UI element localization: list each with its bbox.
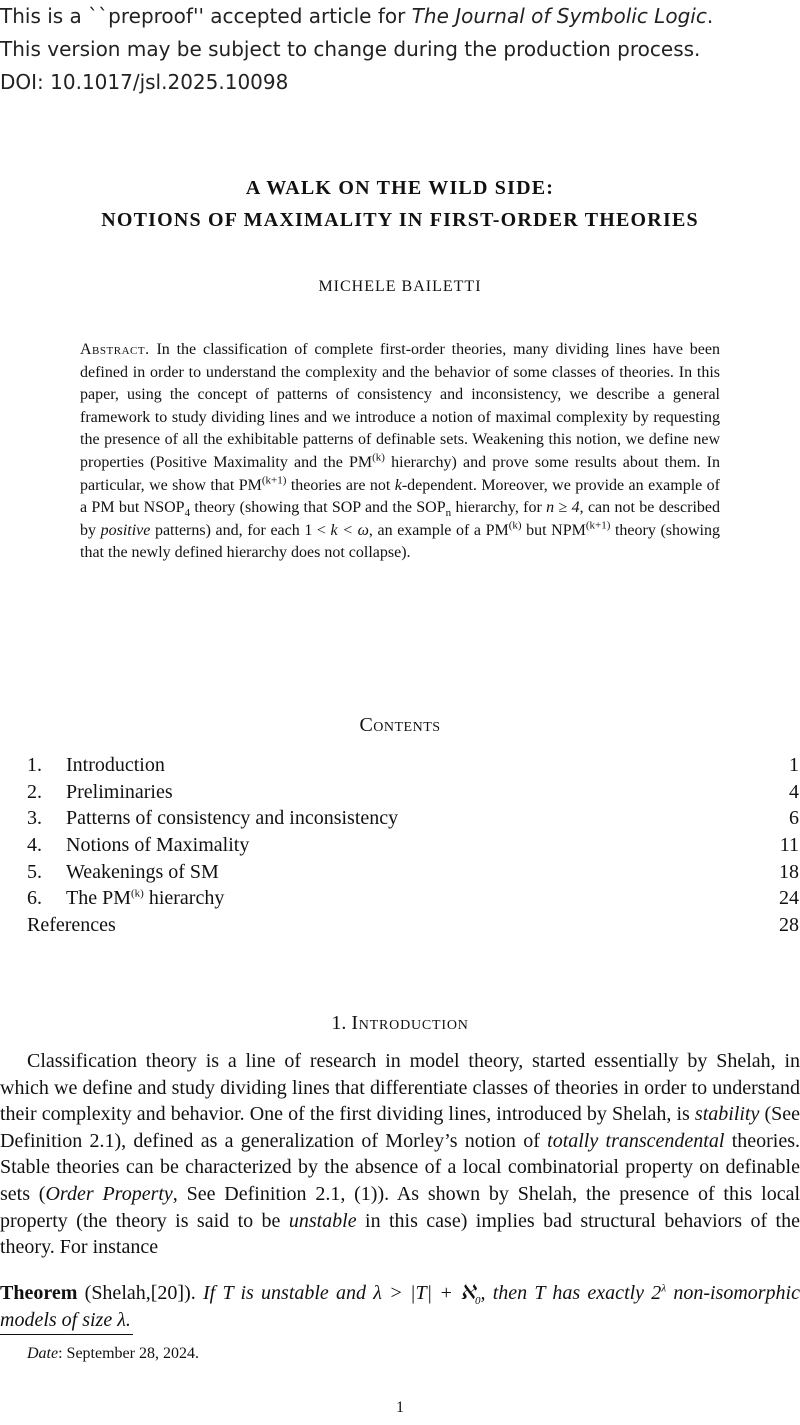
section-heading: 1. Introduction — [331, 1012, 469, 1034]
author-name: MICHELE BAILETTI — [318, 278, 482, 295]
toc-item-references[interactable]: References 28 — [27, 914, 799, 937]
toc-item-pm-hierarchy[interactable]: 6. The PM$^{(k)}$ hierarchy 24 — [27, 887, 799, 910]
toc-item-maximality[interactable]: 4. Notions of Maximality 11 — [27, 834, 799, 857]
toc-item-weakenings[interactable]: 5. Weakenings of SM 18 — [27, 860, 799, 883]
intro-paragraph: Classification theory is a line of research in model theory, started essentially by Shelah, in which we define and study dividing lines that differentiate classes of theories in order to understand their complexity and behavior. One of the first dividing lines, introduced by Shelah, is stability (See Definition 2.1), defined as a generalization of Morley’s notion of totally transcendental theories. Stable theories can be characterized by the absence of a local combinatorial property on definable sets (Order Property, See Definition 2.1, (1)). As shown by Shelah, the presence of this local property (the theory is said to be unstable in this case) implies bad structural behaviors of the theory. For instance — [0, 1050, 800, 1259]
table-of-contents — [27, 752, 799, 939]
abstract-label: Abstract. — [80, 341, 150, 358]
page-number: 1 — [396, 1399, 404, 1416]
title-line-1: A WALK ON THE WILD SIDE: — [245, 177, 555, 199]
footnote-divider — [0, 1334, 133, 1335]
theorem-label: Theorem — [0, 1282, 78, 1304]
abstract: Abstract. In the classification of complete first-order theories, many dividing lines have been defined in order to understand the complexity and the behavior of some classes of theories. In this paper, using the concept of patterns of consistency and inconsistency, we describe a general framework to study dividing lines and we introduce a notion of maximal complexity by requesting the presence of all the exhibitable patterns of definable sets. Weakening this notion, we define new properties (Positive Maximality and the PM$^{(k)}$ hierarchy) and prove some results about them. In particular, we show that $PM^{(k+1)}$ theories are not k-dependent. Moreover, we provide an example of a PM but $NSOP_4$ theory (showing that SOP and the $SOP_n$ hierarchy, for n ≥ 4, can not be described by positive patterns) and, for each 1 < k < ω, an example of a PM$^{(k)}$ but $NPM^{(k+1)}$ theory (showing that the newly defined hierarchy does not collapse). — [80, 341, 721, 562]
preproof-notice — [0, 0, 800, 99]
preproof-line-1: This is a ``preproof'' accepted article for The Journal of Symbolic Logic. — [0, 4, 714, 28]
paper-title — [0, 172, 800, 236]
doi-line[interactable]: DOI: 10.1017/jsl.2025.10098 — [0, 70, 289, 94]
theorem-statement: Theorem (Shelah,[20]). If T is unstable and λ > |T| + ℵ$_0$, then T has exactly $2^\lambda$ non-isomorphic models of size λ. — [0, 1282, 800, 1331]
preproof-line-2: This version may be subject to change during the production process. — [0, 37, 701, 61]
toc-item-introduction[interactable]: 1. Introduction 1 — [27, 754, 799, 776]
toc-item-patterns[interactable]: 3. Patterns of consistency and inconsistency 6 — [27, 807, 799, 830]
contents-heading: Contents — [359, 714, 441, 736]
introduction-text — [0, 1048, 800, 1261]
toc-item-preliminaries[interactable]: 2. Preliminaries 4 — [27, 780, 799, 803]
journal-name: The Journal of Symbolic Logic — [411, 4, 707, 28]
title-line-2: NOTIONS OF MAXIMALITY IN FIRST-ORDER THEORIES — [101, 209, 699, 231]
footnote-date: Date: September 28, 2024. — [27, 1345, 199, 1362]
